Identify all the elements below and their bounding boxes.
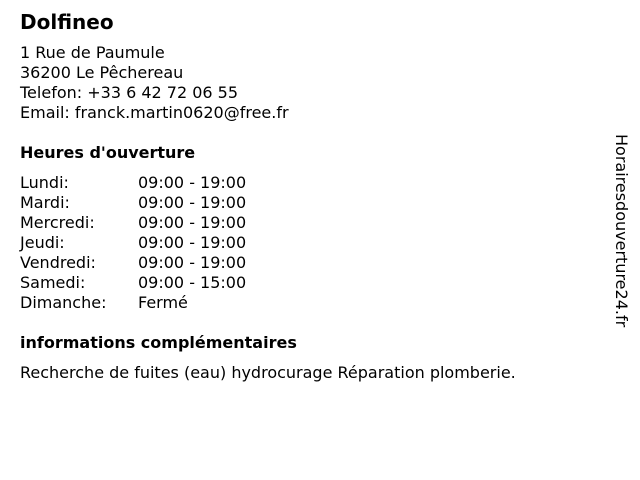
info-text: Recherche de fuites (eau) hydrocurage Réparation plomberie. [20, 363, 516, 382]
hours-day: Mardi: [20, 193, 70, 212]
hours-row-wednesday [20, 213, 600, 233]
hours-row-sunday [20, 293, 600, 313]
hours-time: 09:00 - 19:00 [138, 213, 247, 232]
info-title: informations complémentaires [20, 333, 297, 352]
hours-row-thursday [20, 233, 600, 253]
hours-time: 09:00 - 15:00 [138, 273, 247, 292]
hours-day: Jeudi: [20, 233, 65, 252]
hours-day: Samedi: [20, 273, 86, 292]
hours-row-monday [20, 173, 600, 193]
contact-block [20, 43, 600, 123]
business-name: Dolfineo [20, 10, 114, 34]
hours-time: 09:00 - 19:00 [138, 233, 247, 252]
hours-time: 09:00 - 19:00 [138, 173, 247, 192]
hours-day: Mercredi: [20, 213, 95, 232]
hours-day: Lundi: [20, 173, 69, 192]
hours-time: 09:00 - 19:00 [138, 193, 247, 212]
address-line-2: 36200 Le Pêchereau [20, 63, 184, 82]
hours-row-saturday [20, 273, 600, 293]
hours-day: Dimanche: [20, 293, 107, 312]
hours-table [20, 173, 600, 313]
email-text: Email: franck.martin0620@free.fr [20, 103, 289, 122]
hours-time: Fermé [138, 293, 188, 312]
address-line-1: 1 Rue de Paumule [20, 43, 165, 62]
hours-row-friday [20, 253, 600, 273]
hours-day: Vendredi: [20, 253, 96, 272]
hours-title: Heures d'ouverture [20, 143, 196, 162]
phone-text: Telefon: +33 6 42 72 06 55 [20, 83, 239, 102]
hours-row-tuesday [20, 193, 600, 213]
business-card [20, 10, 600, 383]
hours-time: 09:00 - 19:00 [138, 253, 247, 272]
watermark-text: Horairesdouverture24.fr [612, 134, 631, 328]
